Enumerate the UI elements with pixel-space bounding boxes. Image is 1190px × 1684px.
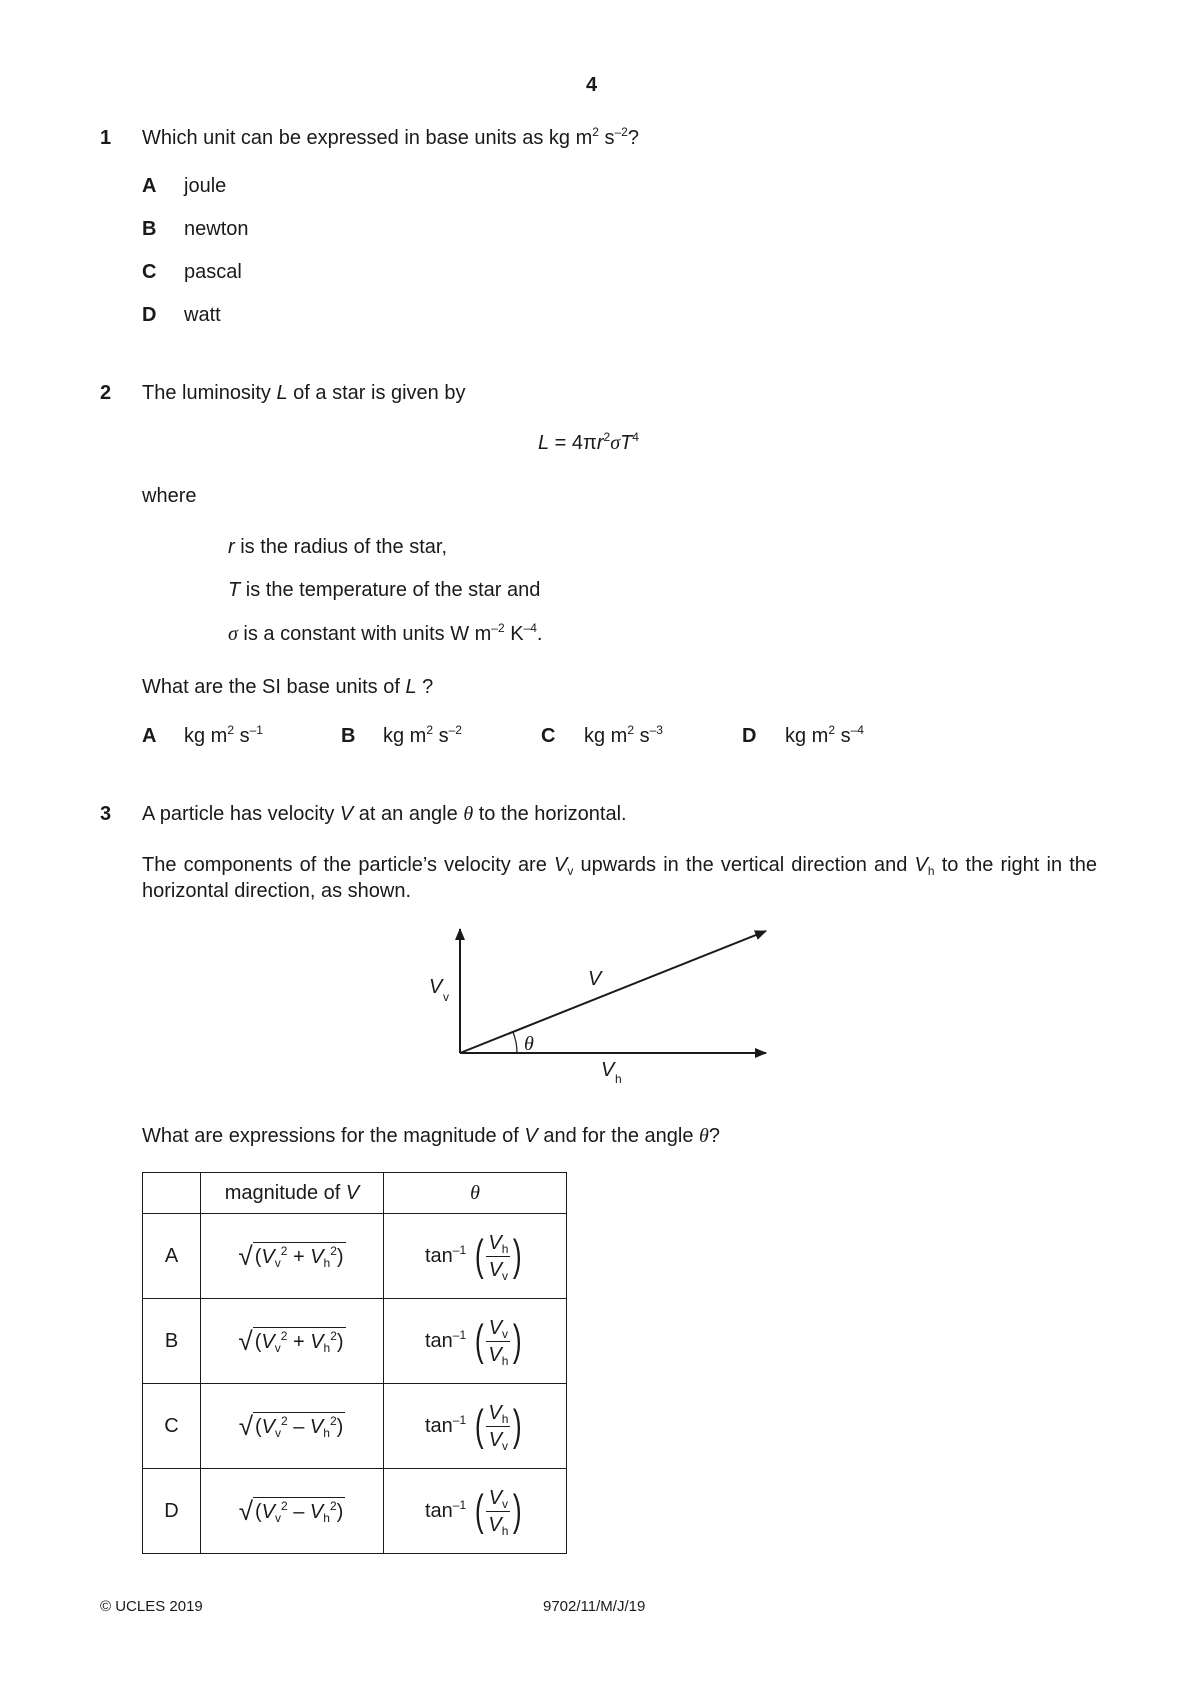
q2-stem: The luminosity L of a star is given by	[142, 382, 466, 404]
row-letter: A	[143, 1214, 201, 1299]
angle-expression: $\tan^{-1}$ ( $\frac{V_h}{V_v}$ )	[384, 1214, 567, 1299]
table-row	[143, 1299, 567, 1384]
q3-paragraph: The components of the particle’s velocity are $V_v$ upwards in the vertical direction and $V_h$ to the right in the horizontal direction, as shown.	[142, 854, 1097, 902]
angle-expression: $\tan^{-1}$ ( $\frac{V_h}{V_v}$ )	[384, 1384, 567, 1469]
label-vh-sub: h	[615, 1072, 622, 1086]
velocity-diagram	[400, 915, 800, 1095]
table-row	[143, 1214, 567, 1299]
magnitude-expression: √ $(V_v^2 + V_h^2)$	[201, 1214, 384, 1299]
angle-expression: $\tan^{-1}$ ( $\frac{V_v}{V_h}$ )	[384, 1469, 567, 1554]
table-header-row	[143, 1173, 567, 1214]
table-row	[143, 1469, 567, 1554]
velocity-arrow	[460, 931, 766, 1053]
q1-number: 1	[100, 127, 112, 149]
header-theta: θ	[384, 1173, 567, 1214]
q1-option-text-d: watt	[184, 304, 221, 326]
q1-option-text-b: newton	[184, 218, 249, 240]
table-row	[143, 1384, 567, 1469]
magnitude-expression: √ $(V_v^2 - V_h^2)$	[201, 1384, 384, 1469]
q1-option-letter-d: D	[142, 304, 157, 326]
q1-option-letter-c: C	[142, 261, 157, 283]
q1-option-text-c: pascal	[184, 261, 242, 283]
header-empty	[143, 1173, 201, 1214]
angle-expression: $\tan^{-1}$ ( $\frac{V_v}{V_h}$ )	[384, 1299, 567, 1384]
q1-option-letter-b: B	[142, 218, 157, 240]
footer-code: 9702/11/M/J/19	[543, 1598, 646, 1615]
q2-option-text-c: kg $m^2$ $s^{-3}$	[584, 723, 663, 747]
q2-option-letter-b: B	[341, 725, 356, 747]
row-letter: C	[143, 1384, 201, 1469]
q3-number: 3	[100, 803, 112, 825]
q2-equation: $L = 4\pi r^2\sigma T^4$	[538, 430, 639, 454]
q1-option-letter-a: A	[142, 175, 157, 197]
answer-table	[142, 1172, 567, 1554]
row-letter: B	[143, 1299, 201, 1384]
q2-option-letter-d: D	[742, 725, 757, 747]
magnitude-expression: √ $(V_v^2 - V_h^2)$	[201, 1469, 384, 1554]
q3-question: What are expressions for the magnitude of V and for the angle θ?	[142, 1125, 720, 1147]
q2-def-t: T is the temperature of the star and	[228, 579, 541, 601]
q1-option-text-a: joule	[184, 175, 227, 197]
row-letter: D	[143, 1469, 201, 1554]
header-magnitude: magnitude of V	[201, 1173, 384, 1214]
angle-arc	[513, 1032, 517, 1053]
footer-copyright: © UCLES 2019	[100, 1598, 203, 1615]
magnitude-expression: √ $(V_v^2 + V_h^2)$	[201, 1299, 384, 1384]
label-v: V	[588, 968, 602, 990]
label-theta: θ	[524, 1033, 534, 1055]
q2-question: What are the SI base units of L ?	[142, 676, 434, 698]
q2-def-sigma: σ is a constant with units W $m^{-2}$ $K^{-4}$.	[228, 621, 543, 645]
q2-option-text-b: kg $m^2$ $s^{-2}$	[383, 723, 462, 747]
label-vh: V	[601, 1059, 615, 1081]
q2-option-letter-a: A	[142, 725, 157, 747]
q2-option-letter-c: C	[541, 725, 556, 747]
q2-where: where	[142, 485, 197, 507]
q3-line1: A particle has velocity V at an angle θ to the horizontal.	[142, 803, 627, 825]
q1-stem: Which unit can be expressed in base units as kg $m^2$ $s^{-2}$?	[142, 125, 639, 149]
q2-def-r: r is the radius of the star,	[228, 536, 448, 558]
label-vv-sub: v	[443, 990, 449, 1004]
page-number: 4	[586, 74, 598, 96]
q2-number: 2	[100, 382, 112, 404]
label-vv: V	[429, 976, 443, 998]
q2-option-text-d: kg $m^2$ $s^{-4}$	[785, 723, 864, 747]
q2-option-text-a: kg $m^2$ $s^{-1}$	[184, 723, 263, 747]
